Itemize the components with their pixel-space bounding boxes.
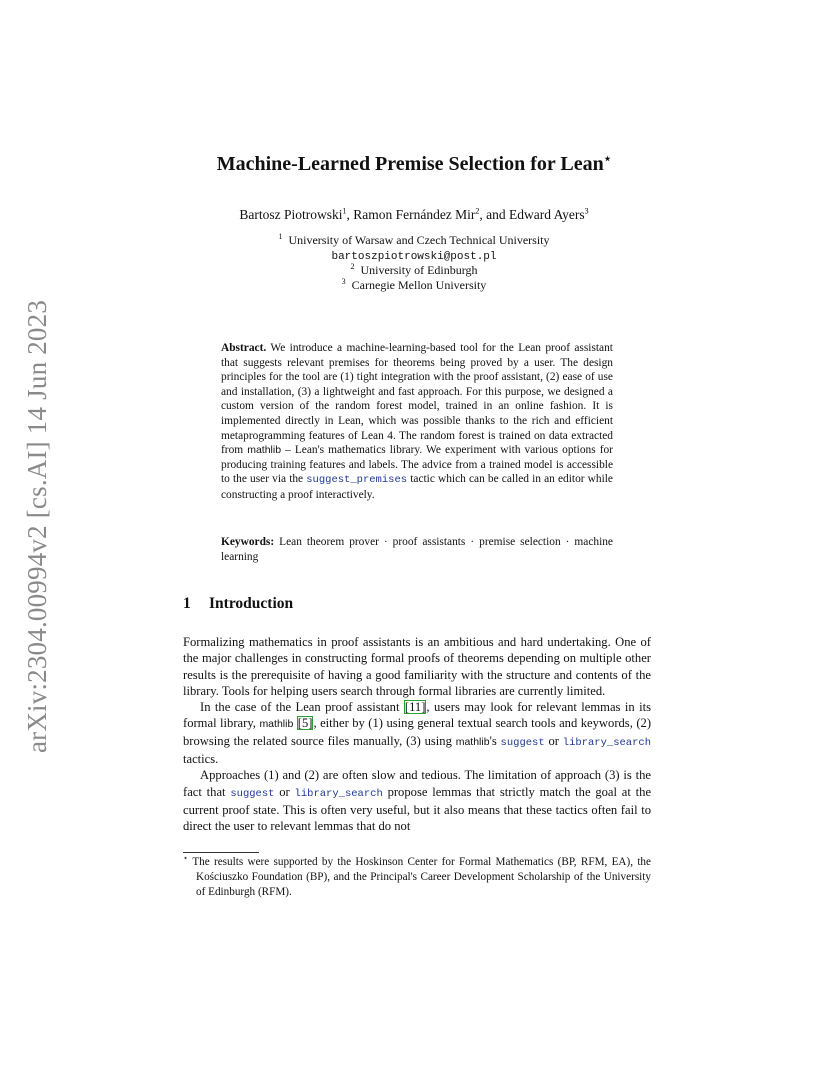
abstract-label: Abstract. — [221, 342, 267, 354]
affiliation-number: 3 — [341, 277, 346, 286]
affiliation-name: University of Edinburgh — [360, 263, 478, 277]
affiliation-name: Carnegie Mellon University — [351, 278, 487, 292]
affiliation-3 — [200, 278, 628, 293]
mathlib-name: mathlib — [259, 718, 294, 731]
paragraph-text: In the case of the Lean proof assistant — [200, 700, 400, 715]
author-name: Bartosz Piotrowski — [239, 207, 343, 222]
keywords — [221, 535, 613, 564]
paper-title — [150, 151, 678, 177]
author-list — [150, 206, 678, 224]
introduction-body — [183, 634, 651, 835]
footnote-text: The results were supported by the Hoskinson Center for Formal Mathematics (BP, RFM, EA), the Kościuszko Foundation (BP), and the Principal's Career Development Scholarship of the University of Edinburgh (RFM). — [192, 856, 651, 899]
arxiv-identifier-stamp — [14, 296, 62, 756]
paragraph-text: or — [279, 784, 290, 799]
mathlib-name: mathlib — [455, 735, 490, 748]
tactic-link-suggest-premises[interactable]: suggest_premises — [306, 474, 408, 487]
footnote-rule — [183, 852, 259, 853]
author-name: Ramon Fernández Mir — [353, 207, 476, 222]
abstract-text: We introduce a machine-learning-based tool for the Lean proof assistant that suggests relevant premises for theorems being proved by a user. The design principles for the tool are (1) tight integration with the proof assistant, (2) ease of use and installation, (3) a lightweight and fast approach. For this purpose, we designed a custom version of the random forest model, trained in an online fashion. It is implemented directly in Lean, which was possible thanks to the rich and efficient metaprogramming features of Lean 4. The random forest is trained on data extracted from — [221, 342, 613, 457]
footnote-mark: ⋆ — [183, 853, 189, 863]
affiliation-list — [200, 233, 628, 293]
footnote — [183, 855, 651, 901]
paragraph-text: tactics. — [183, 752, 219, 767]
abstract-text: tactic which can be called in an editor while constructing a proof interactively. — [221, 473, 613, 501]
section-title: Introduction — [209, 595, 294, 612]
paragraph-text: or — [548, 733, 559, 748]
author-name: Edward Ayers — [509, 207, 585, 222]
abstract-text: – Lean's mathematics library. We experiment with various options for producing training features and labels. The advice from a trained model is accessible to the user via the — [221, 444, 613, 486]
citation-link-11[interactable]: [11] — [404, 700, 426, 715]
affiliation-number: 1 — [278, 232, 283, 241]
author-separator: , — [346, 207, 354, 222]
title-footnote-mark: ⋆ — [603, 151, 612, 166]
affiliation-2 — [200, 263, 628, 278]
author-affiliation-number: 3 — [584, 206, 589, 216]
author-affiliation-number: 2 — [475, 206, 480, 216]
paragraph-text: 's — [489, 733, 497, 748]
paper-title-text: Machine-Learned Premise Selection for Lean — [216, 153, 604, 175]
tactic-link-library-search[interactable]: library_search — [562, 736, 651, 749]
affiliation-email — [200, 248, 628, 263]
paragraph-2 — [183, 699, 651, 767]
author-separator: , and — [479, 207, 510, 222]
affiliation-1 — [200, 233, 628, 248]
abstract — [221, 341, 613, 503]
paragraph-text: , either by (1) using general textual search tools and keywords, (2) browsing the related source files manually, (3) using — [183, 716, 652, 748]
tactic-link-suggest[interactable]: suggest — [500, 736, 545, 749]
tactic-link-suggest[interactable]: suggest — [230, 787, 275, 800]
mathlib-name: mathlib — [247, 444, 282, 457]
citation-link-5[interactable]: [5] — [297, 716, 313, 731]
keywords-label: Keywords: — [221, 536, 275, 548]
author-email: bartoszpiotrowski@post.pl — [331, 251, 497, 263]
paragraph-3 — [183, 767, 651, 834]
arxiv-identifier-text: arXiv:2304.00994v2 [cs.AI] 14 Jun 2023 — [22, 299, 53, 753]
paragraph-text: Approaches (1) and (2) are often slow and tedious. The limitation of approach (3) is the fact that — [183, 768, 651, 799]
paragraph-text: propose lemmas that strictly match the goal at the current proof state. This is often very useful, but it also means that these tactics often fail to direct the user to relevant lemmas that do not — [183, 784, 652, 834]
section-number: 1 — [183, 595, 191, 612]
affiliation-name: University of Warsaw and Czech Technical University — [288, 233, 550, 247]
affiliation-number: 2 — [350, 262, 355, 271]
keywords-text: Lean theorem prover · proof assistants · premise selection · machine learning — [221, 536, 613, 563]
tactic-link-library-search[interactable]: library_search — [294, 787, 383, 800]
author-affiliation-number: 1 — [342, 206, 347, 216]
paragraph-1: Formalizing mathematics in proof assistants is an ambitious and hard undertaking. One of the major challenges in constructing formal proofs of theorems depending on multiple other results is the prerequisite of having a good familiarity with the structure and contents of the library. Tools for helping users search through formal libraries are currently limited. — [183, 635, 651, 698]
paragraph-text: , users may look for relevant lemmas in its formal library, — [183, 700, 651, 731]
section-heading-introduction — [183, 594, 293, 614]
